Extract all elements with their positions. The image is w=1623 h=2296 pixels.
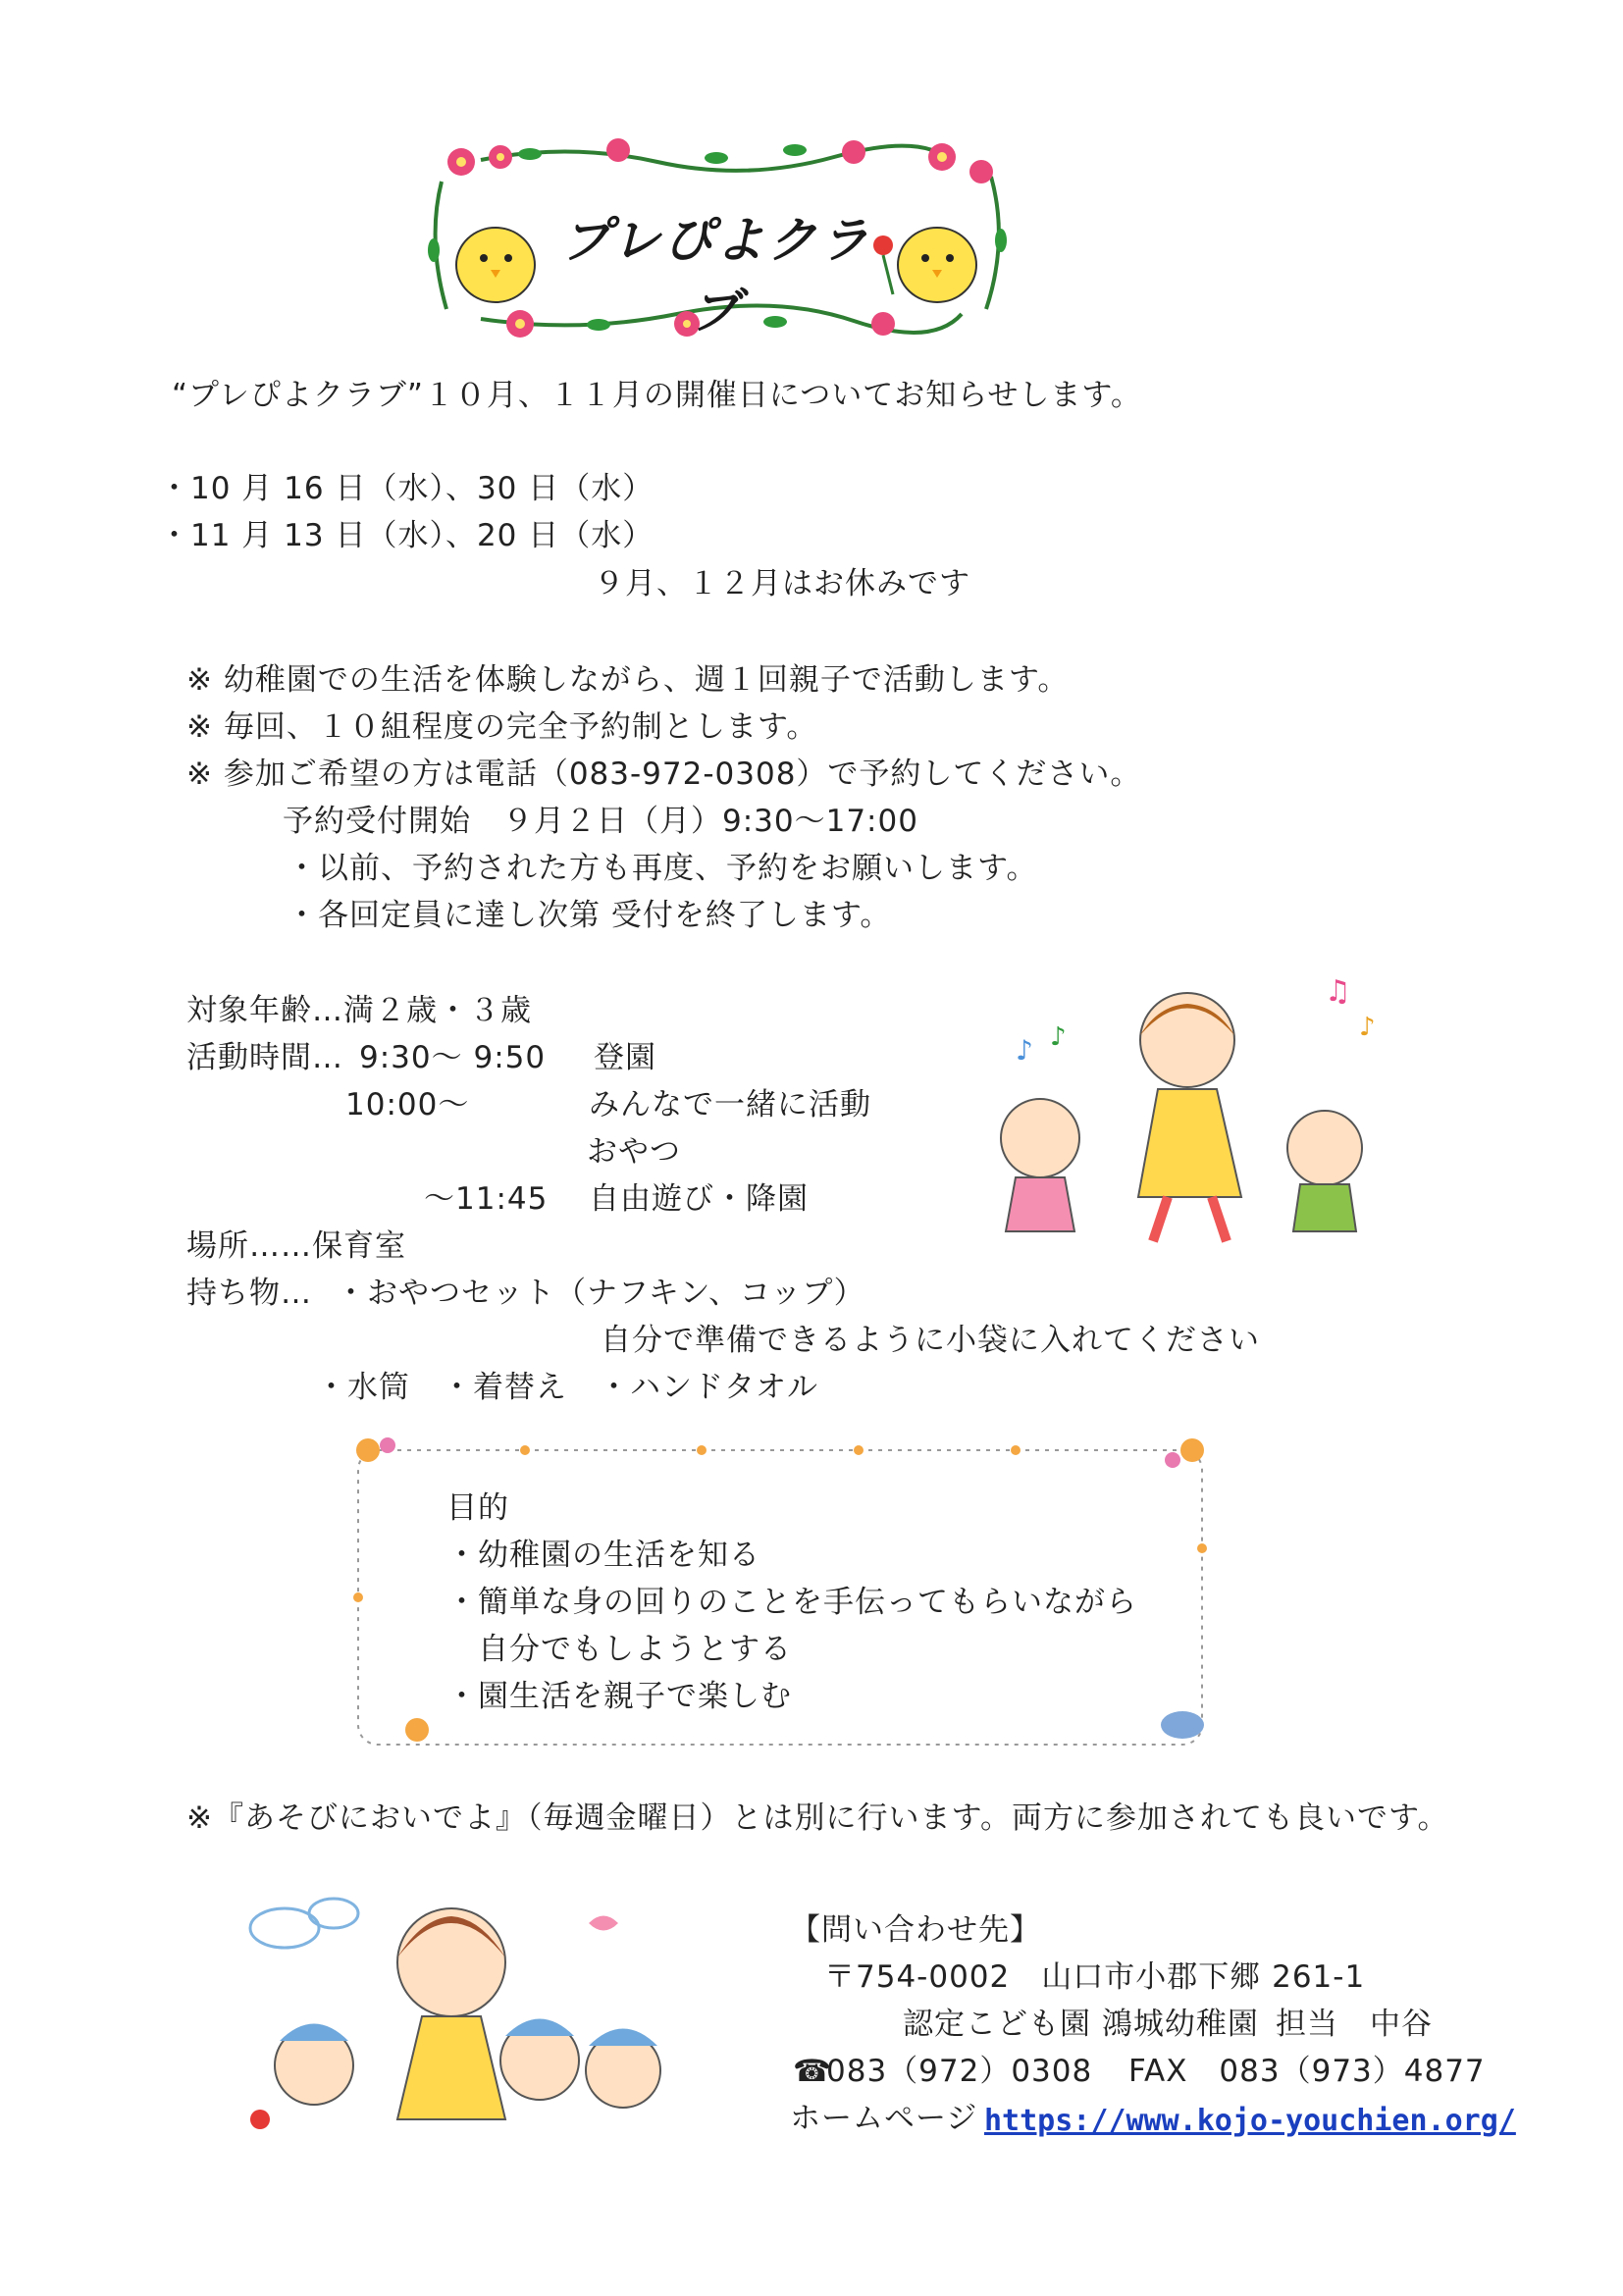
svg-text:♪: ♪ [1016, 1034, 1033, 1067]
purpose-heading: 目的 [446, 1490, 509, 1526]
homepage-link[interactable]: https://www.kojo-youchien.org/ [984, 2104, 1516, 2138]
schedule-activity-4: 自由遊び・降園 [589, 1181, 809, 1217]
belongings-more: ・水筒 ・着替え ・ハンドタオル [316, 1370, 818, 1405]
target-age: 対象年齢…満２歳・３歳 [186, 993, 532, 1028]
svg-text:♪: ♪ [1050, 1022, 1067, 1052]
purpose-line-4: ・園生活を親子で楽しむ [446, 1679, 792, 1714]
place: 場所……保育室 [186, 1228, 406, 1264]
belongings-note: 自分で準備できるように小袋に入れてください [601, 1323, 1260, 1358]
note-experience: ※ 幼稚園での生活を体験しながら、週１回親子で活動します。 [186, 662, 1070, 698]
purpose-line-2: ・簡単な身の回りのことを手伝ってもらいながら [446, 1585, 1137, 1620]
schedule-activity-3: おやつ [587, 1134, 681, 1170]
note-reservation-limit: ※ 毎回、１０組程度の完全予約制とします。 [186, 709, 818, 745]
intro-text: “プレぴよクラブ”１０月、１１月の開催日についてお知らせします。 [172, 378, 1142, 413]
schedule-time-1: 9:30〜 9:50 [359, 1040, 547, 1075]
svg-text:♪: ♪ [1359, 1013, 1376, 1042]
schedule-activity-1: 登園 [594, 1040, 656, 1075]
purpose-line-3: 自分でもしようとする [446, 1632, 792, 1667]
date-line-october: ・10 月 16 日（水）、30 日（水） [159, 471, 654, 506]
schedule-time-4: 〜11:45 [424, 1181, 549, 1217]
contact-organization: 認定こども園 鴻城幼稚園 [903, 2007, 1259, 2042]
homepage-label: ホームページ [790, 2101, 978, 2136]
footnote: ※『あそびにおいでよ』（毎週金曜日）とは別に行います。両方に参加されても良いです。 [186, 1800, 1449, 1836]
page-title: プレぴよクラブ [561, 212, 871, 339]
contact-heading: 【問い合わせ先】 [790, 1912, 1041, 1948]
contact-phone: 083（972）0308 [826, 2054, 1093, 2089]
purpose-line-1: ・幼稚園の生活を知る [446, 1538, 760, 1573]
holiday-notice: ９月、１２月はお休みです [594, 566, 970, 601]
teacher-with-kids-illustration [245, 1884, 677, 2149]
reservation-note-rebook: ・以前、予約された方も再度、予約をお願いします。 [287, 851, 1038, 886]
activity-time-label: 活動時間… [186, 1040, 343, 1075]
contact-person: 担当 中谷 [1276, 2007, 1433, 2042]
reservation-note-capacity: ・各回定員に達し次第 受付を終了します。 [287, 898, 892, 933]
contact-fax: FAX 083（973）4877 [1128, 2054, 1486, 2089]
belongings-label: 持ち物… [186, 1276, 312, 1311]
reservation-start: 予約受付開始 ９月２日（月）9:30〜17:00 [283, 804, 918, 839]
date-line-november: ・11 月 13 日（水）、20 日（水） [159, 518, 654, 553]
schedule-time-2: 10:00〜 [345, 1087, 470, 1122]
svg-text:♫: ♫ [1325, 974, 1351, 1009]
phone-icon: ☎ [793, 2054, 832, 2089]
belongings-snack-set: ・おやつセット（ナフキン、コップ） [336, 1276, 865, 1311]
contact-address: 〒754-0002 山口市小郡下郷 261-1 [824, 1959, 1366, 1995]
schedule-activity-2: みんなで一緒に活動 [589, 1087, 871, 1122]
dancing-children-illustration [971, 966, 1403, 1261]
note-phone-booking: ※ 参加ご希望の方は電話（083-972-0308）で予約してください。 [186, 757, 1142, 792]
